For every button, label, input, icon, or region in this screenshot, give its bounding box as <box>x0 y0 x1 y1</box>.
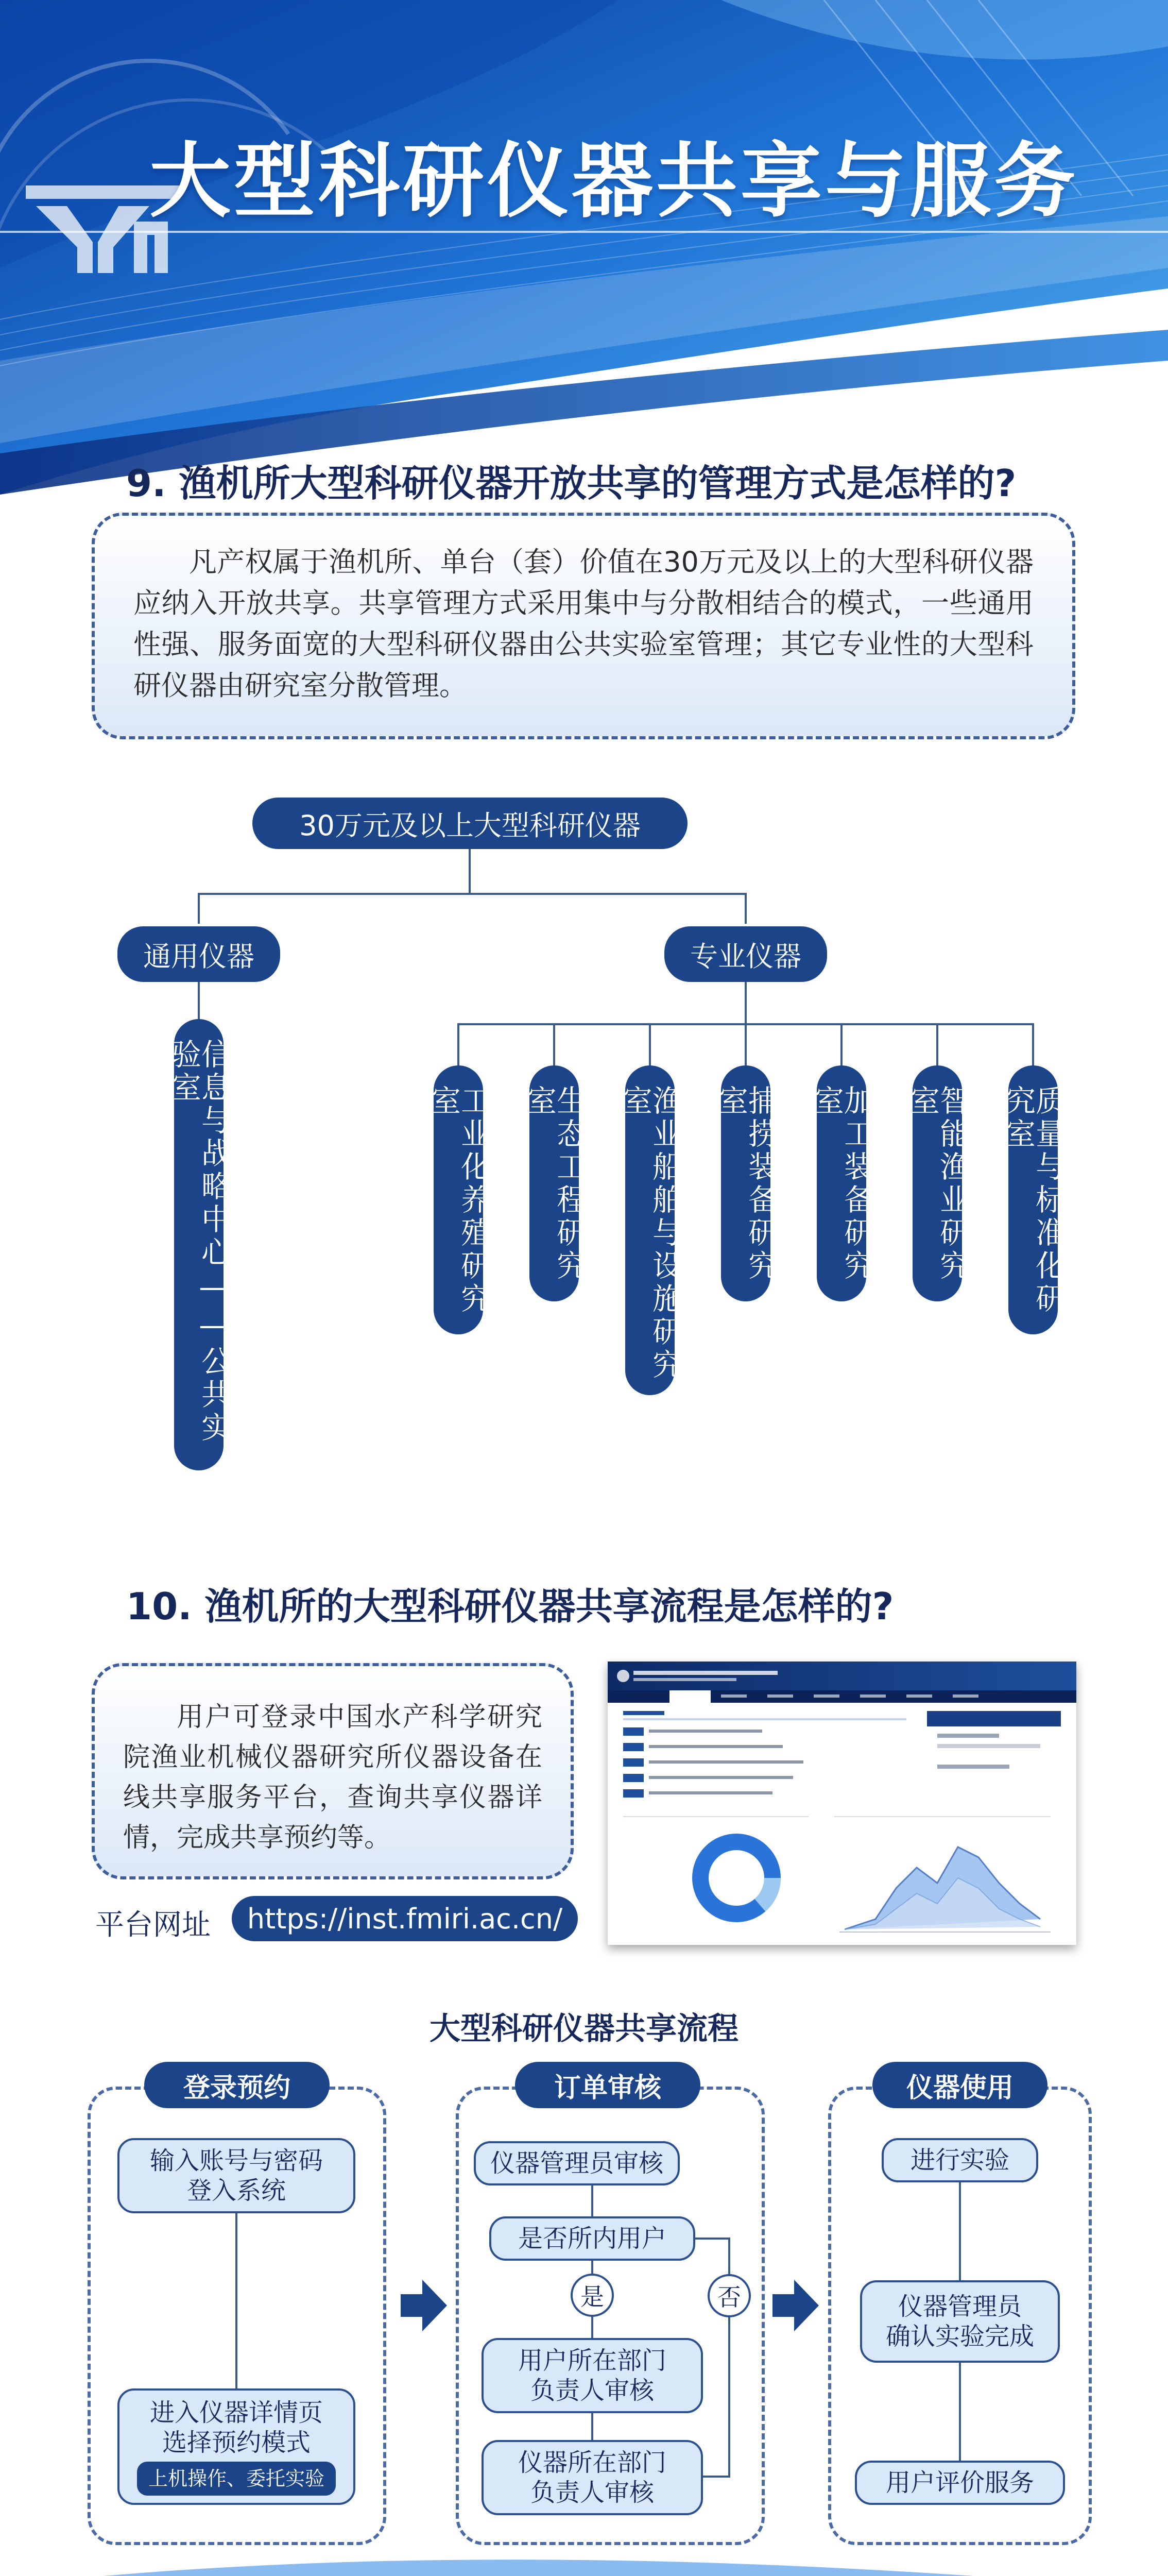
flow-step-label: 进行实验 <box>910 2146 1009 2175</box>
flow-step <box>482 2338 703 2413</box>
platform-screenshot-graphic <box>608 1662 1076 1945</box>
tree-leaf-label: 质量与标准化研究室 <box>1001 1085 1066 1316</box>
tree-connector <box>1032 1023 1034 1066</box>
flow-step-tag: 上机操作、委托实验 <box>137 2462 336 2496</box>
platform-url-link[interactable]: https://inst.fmiri.ac.cn/ <box>232 1896 578 1941</box>
tree-leaf-lab <box>617 1065 682 1395</box>
flow-step <box>860 2280 1060 2363</box>
q9-text-box <box>92 513 1075 739</box>
tree-general-node: 通用仪器 <box>117 926 280 982</box>
flow-step <box>482 2440 703 2515</box>
flow-step <box>855 2461 1065 2505</box>
flow-step <box>117 2138 355 2213</box>
tree-leaf-label: 捕捞装备研究室 <box>713 1085 778 1283</box>
flow-connector <box>959 2182 961 2280</box>
platform-screenshot <box>608 1662 1076 1945</box>
flow-step-label: 仪器管理员审核 <box>490 2149 663 2178</box>
line-chart-icon <box>839 1847 1051 1932</box>
flow-connector <box>591 2185 593 2216</box>
tree-connector <box>745 893 747 924</box>
q9-heading: 9. 渔机所大型科研仪器开放共享的管理方式是怎样的? <box>126 462 1017 505</box>
tree-leaf-public-lab <box>166 1019 231 1470</box>
tree-connector <box>553 1023 555 1066</box>
tree-connector <box>469 848 471 894</box>
page-title: 大型科研仪器共享与服务 <box>149 134 1078 229</box>
tree-leaf-label: 信息与战略中心——公共实验室 <box>166 1039 231 1445</box>
tree-leaf-label: 加工装备研究室 <box>809 1085 874 1283</box>
instrument-tree <box>0 793 1168 1479</box>
tree-leaf-lab <box>522 1065 587 1301</box>
tree-root: 30万元及以上大型科研仪器 <box>252 798 688 849</box>
tree-connector <box>457 1023 459 1066</box>
flow-connector <box>703 2476 730 2478</box>
flow-step <box>882 2138 1038 2182</box>
flow-step <box>489 2216 695 2261</box>
flow-yes-badge: 是 <box>571 2274 614 2317</box>
tree-leaf-lab <box>809 1065 874 1301</box>
flow-column-header: 登录预约 <box>144 2062 330 2108</box>
donut-chart-icon <box>700 1842 772 1914</box>
flow-step-label: 进入仪器详情页 选择预约模式 <box>149 2398 323 2457</box>
platform-url-label: 平台网址 <box>95 1908 211 1942</box>
tree-leaf-label: 工业化养殖研究室 <box>426 1085 491 1316</box>
arrow-right-icon <box>772 2280 819 2331</box>
tree-leaf-lab <box>713 1065 778 1301</box>
tree-leaf-label: 渔业船舶与设施研究室 <box>617 1085 682 1382</box>
tree-leaf-label: 智能渔业研究室 <box>905 1085 970 1283</box>
tree-connector <box>745 981 747 1025</box>
tree-special-node: 专业仪器 <box>664 926 827 982</box>
flow-connector <box>591 2413 593 2440</box>
flow-column-header: 仪器使用 <box>872 2062 1047 2108</box>
flow-column-header: 订单审核 <box>515 2062 700 2108</box>
tree-connector <box>936 1023 938 1066</box>
tree-connector <box>198 893 747 895</box>
flow-step-label: 仪器管理员 确认实验完成 <box>885 2292 1034 2351</box>
flow-step-label: 输入账号与密码 登入系统 <box>149 2146 323 2205</box>
tree-leaf-lab <box>905 1065 970 1301</box>
flow-step <box>117 2388 355 2505</box>
tree-connector <box>198 981 200 1020</box>
q10-paragraph: 用户可登录中国水产科学研究院渔业机械仪器研究所仪器设备在线共享服务平台，查询共享仪器详情，完成共享预约等。 <box>123 1702 542 1853</box>
flow-connector <box>695 2238 730 2240</box>
flow-title: 大型科研仪器共享流程 <box>430 2011 738 2047</box>
footer-background <box>0 2555 1168 2576</box>
flow-step-label: 用户所在部门 负责人审核 <box>518 2346 666 2405</box>
tree-leaf-lab <box>426 1065 491 1334</box>
flow-no-badge: 否 <box>708 2274 751 2317</box>
flow-connector <box>235 2213 237 2388</box>
flow-connector <box>728 2238 730 2478</box>
arrow-right-icon <box>401 2280 447 2331</box>
q9-paragraph: 凡产权属于渔机所、单台（套）价值在30万元及以上的大型科研仪器应纳入开放共享。共享管理方式采用集中与分散相结合的模式，一些通用性强、服务面宽的大型科研仪器由公共实验室管理；其它专业性的大型科研仪器由研究室分散管理。 <box>133 546 1034 702</box>
flow-step-label: 仪器所在部门 负责人审核 <box>518 2448 666 2507</box>
flow-step-label: 用户评价服务 <box>885 2468 1034 2497</box>
q10-text-box <box>92 1663 574 1879</box>
flow-step-label: 是否所内用户 <box>518 2224 666 2253</box>
q10-heading: 10. 渔机所的大型科研仪器共享流程是怎样的? <box>126 1585 894 1628</box>
tree-leaf-label: 生态工程研究室 <box>522 1085 587 1283</box>
flow-connector <box>959 2363 961 2461</box>
tree-connector <box>649 1023 651 1066</box>
tree-connector <box>198 893 200 924</box>
tree-connector <box>745 1023 747 1066</box>
flow-step <box>474 2141 680 2185</box>
tree-connector <box>840 1023 843 1066</box>
tree-leaf-lab <box>1001 1065 1066 1334</box>
